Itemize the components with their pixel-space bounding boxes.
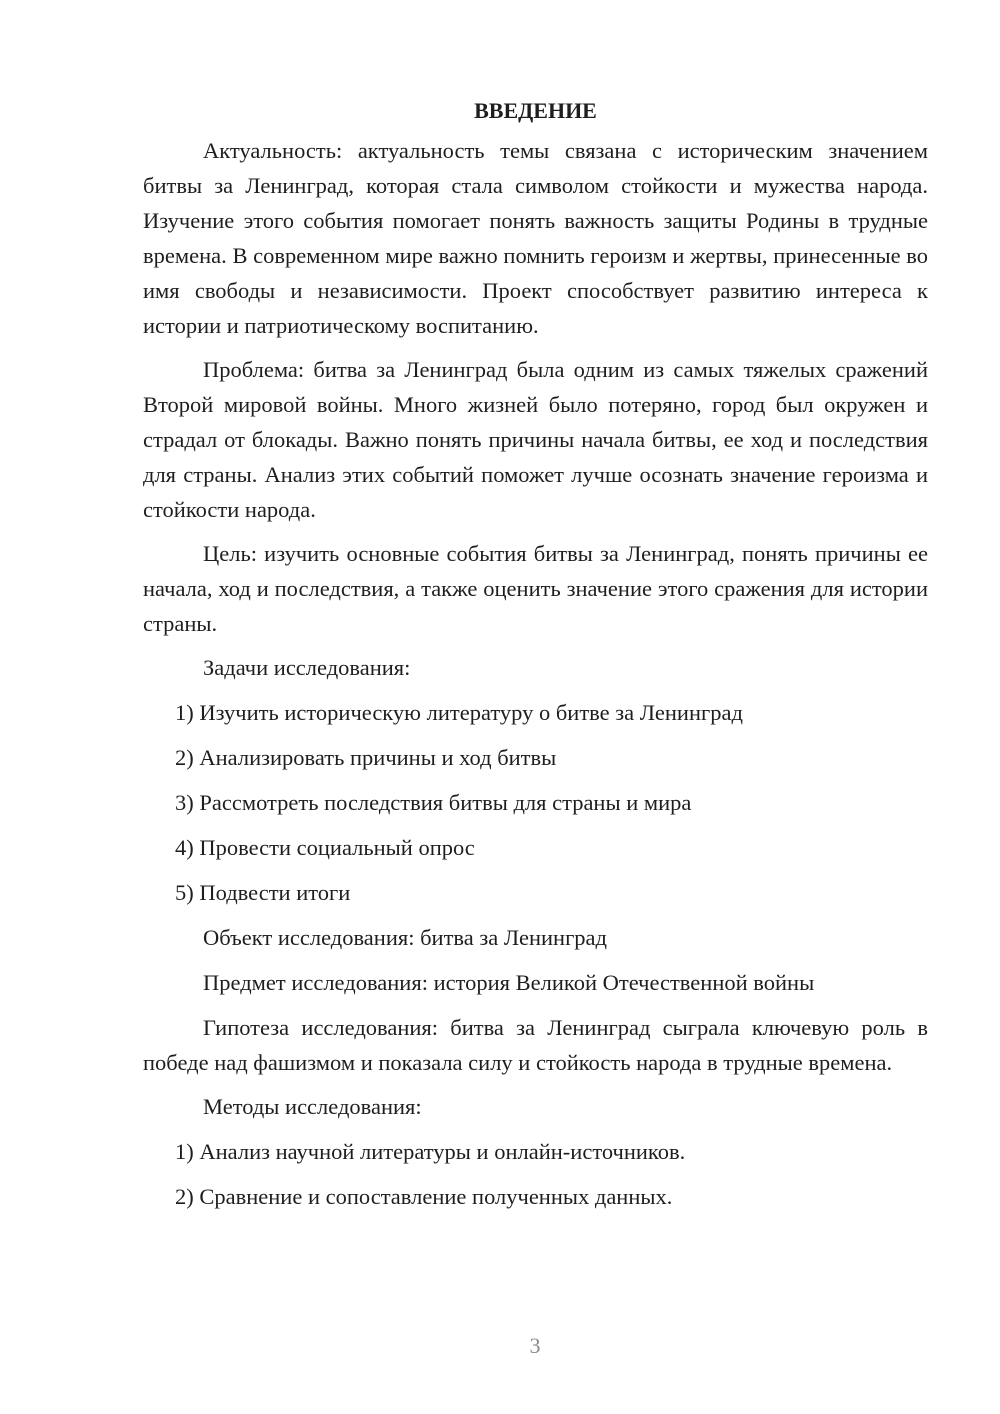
method-item: 2) Сравнение и сопоставление полученных данных. <box>175 1184 673 1209</box>
method-item: 1) Анализ научной литературы и онлайн-источников. <box>175 1139 686 1164</box>
research-object: Объект исследования: битва за Ленинград <box>203 925 607 950</box>
research-subject: Предмет исследования: история Великой Отечественной войны <box>203 970 815 995</box>
task-item: 2) Анализировать причины и ход битвы <box>175 745 557 770</box>
methods-heading: Методы исследования: <box>203 1094 422 1119</box>
hypothesis-paragraph: Гипотеза исследования: битва за Ленинград сыграла ключевую роль в победе над фашизмом и показала силу и стойкость народа в трудные времена. <box>143 1015 928 1075</box>
section-title: ВВЕДЕНИЕ <box>474 98 597 123</box>
relevance-paragraph: Актуальность: актуальность темы связана с историческим значением битвы за Ленинград, которая стала символом стойкости и мужества народа. Изучение этого события помогает понять важность защиты Родины в трудные времена. В современном мире важно помнить героизм и жертвы, принесенные во имя свободы и независимости. Проект способствует развитию интереса к истории и патриотическому воспитанию. <box>143 138 928 338</box>
goal-paragraph: Цель: изучить основные события битвы за Ленинград, понять причины ее начала, ход и последствия, а также оценить значение этого сражения для истории страны. <box>143 541 928 636</box>
task-item: 5) Подвести итоги <box>175 880 351 905</box>
task-item: 1) Изучить историческую литературу о битве за Ленинград <box>175 700 743 725</box>
tasks-heading: Задачи исследования: <box>203 655 411 680</box>
page-number: 3 <box>529 1333 541 1358</box>
document-page <box>143 96 928 1224</box>
task-item: 4) Провести социальный опрос <box>175 835 475 860</box>
problem-paragraph: Проблема: битва за Ленинград была одним из самых тяжелых сражений Второй мировой войны. Много жизней было потеряно, город был окружен и страдал от блокады. Важно понять причины начала битвы, ее ход и последствия для страны. Анализ этих событий поможет лучше осознать значение героизма и стойкости народа. <box>143 357 928 522</box>
task-item: 3) Рассмотреть последствия битвы для страны и мира <box>175 790 692 815</box>
